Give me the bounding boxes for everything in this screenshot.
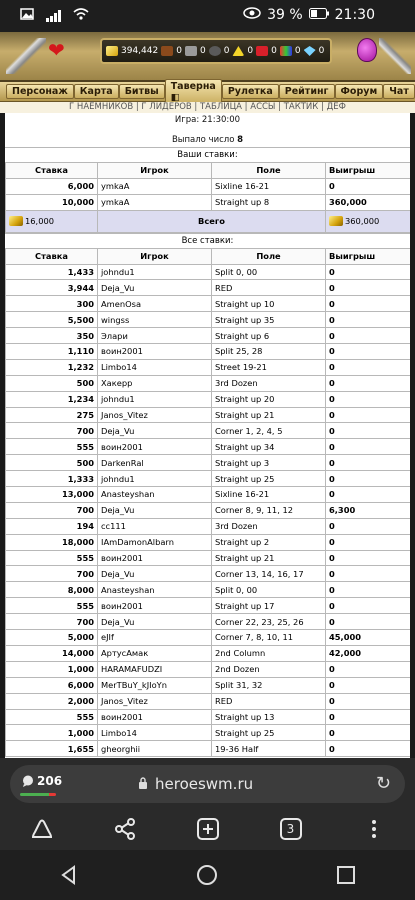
field-cell: Straight up 17: [212, 598, 326, 614]
player-cell[interactable]: MerTBuY_kJIoYn: [98, 677, 212, 693]
player-cell[interactable]: Anasteyshan: [98, 582, 212, 598]
stake-cell: 700: [6, 423, 98, 439]
win-cell: 0: [326, 487, 411, 503]
player-cell[interactable]: Deja_Vu: [98, 614, 212, 630]
player-cell[interactable]: johndu1: [98, 471, 212, 487]
table-row: [6, 375, 411, 391]
all-bets-table: [5, 248, 410, 758]
player-cell[interactable]: Limbo14: [98, 725, 212, 741]
menu-rating[interactable]: Рейтинг: [279, 84, 335, 99]
field-cell: 2nd Dozen: [212, 661, 326, 677]
wifi-icon: [73, 8, 89, 24]
new-tab-button[interactable]: [193, 814, 223, 844]
home-circle-icon[interactable]: [196, 864, 218, 886]
resource-sulfur: 0: [247, 46, 254, 56]
stake-cell: 10,000: [6, 194, 98, 210]
menu-tavern[interactable]: Таверна ◧: [165, 79, 222, 105]
player-cell[interactable]: johndu1: [98, 264, 212, 280]
win-cell: 0: [326, 264, 411, 280]
win-cell: 0: [326, 693, 411, 709]
field-cell: Straight up 13: [212, 709, 326, 725]
player-cell[interactable]: Limbo14: [98, 359, 212, 375]
win-cell: 360,000: [326, 194, 411, 210]
health-heart-icon[interactable]: ❤: [48, 38, 65, 62]
stake-cell: 700: [6, 614, 98, 630]
browser-address-bar: [0, 758, 415, 808]
gold-icon: [106, 46, 118, 56]
mana-potion-icon[interactable]: [357, 38, 377, 62]
drawn-number-line: [5, 133, 410, 147]
ore-icon: [185, 46, 197, 56]
stake-cell: 700: [6, 502, 98, 518]
field-cell: Sixline 16-21: [212, 178, 326, 194]
table-row: [6, 439, 411, 455]
status-bar: [0, 0, 415, 32]
total-row: [6, 210, 411, 232]
battery-icon: [309, 7, 329, 23]
my-bets-title: Ваши ставки:: [5, 147, 410, 162]
stake-cell: 5,000: [6, 630, 98, 646]
field-cell: Split 0, 00: [212, 264, 326, 280]
win-cell: 0: [326, 312, 411, 328]
table-row: [6, 661, 411, 677]
table-row: [6, 296, 411, 312]
gallery-notification-icon: [20, 8, 34, 24]
player-cell[interactable]: Anasteyshan: [98, 487, 212, 503]
player-cell[interactable]: воин2001: [98, 344, 212, 360]
player-cell[interactable]: воин2001: [98, 439, 212, 455]
win-cell: 0: [326, 550, 411, 566]
win-cell: 0: [326, 344, 411, 360]
field-cell: 2nd Column: [212, 645, 326, 661]
total-stake: 16,000: [25, 215, 55, 226]
table-row: [6, 518, 411, 534]
table-row: [6, 264, 411, 280]
field-cell: Split 31, 32: [212, 677, 326, 693]
stake-cell: 555: [6, 439, 98, 455]
table-row: [6, 328, 411, 344]
resource-mercury: 0: [223, 46, 230, 56]
header-stake: Ставка: [6, 163, 98, 179]
field-cell: Corner 7, 8, 10, 11: [212, 630, 326, 646]
drawn-number: 8: [237, 135, 244, 145]
win-cell: 0: [326, 359, 411, 375]
stake-cell: 1,333: [6, 471, 98, 487]
player-cell[interactable]: AmenOsa: [98, 296, 212, 312]
more-menu-button[interactable]: [359, 814, 389, 844]
main-menu: [0, 82, 415, 102]
mercury-icon: [209, 46, 221, 56]
header-player: Игрок: [98, 163, 212, 179]
stake-cell: 500: [6, 375, 98, 391]
win-cell: 0: [326, 677, 411, 693]
table-row: [6, 709, 411, 725]
player-cell[interactable]: воин2001: [98, 598, 212, 614]
drawn-number-label: Выпало число: [171, 135, 235, 145]
table-row: [6, 630, 411, 646]
player-cell[interactable]: ymkaA: [98, 194, 212, 210]
resource-crystal: 0: [271, 46, 277, 56]
stake-cell: 555: [6, 598, 98, 614]
url-text[interactable]: heroeswm.ru: [155, 775, 254, 793]
table-row: [6, 280, 411, 296]
sulfur-icon: [232, 46, 244, 56]
table-row: [6, 614, 411, 630]
player-cell[interactable]: IAmDamonAlbarn: [98, 534, 212, 550]
my-bets-table: [5, 162, 410, 233]
eye-comfort-icon: [243, 7, 261, 23]
field-cell: Straight up 2: [212, 534, 326, 550]
win-cell: 0: [326, 534, 411, 550]
stake-cell: 300: [6, 296, 98, 312]
field-cell: Straight up 3: [212, 455, 326, 471]
total-win: 360,000: [345, 215, 380, 226]
sword-ornament-icon: [6, 38, 46, 74]
field-cell: 3rd Dozen: [212, 375, 326, 391]
win-cell: 0: [326, 296, 411, 312]
field-cell: Straight up 20: [212, 391, 326, 407]
header-field: Поле: [212, 248, 326, 264]
table-row: [6, 534, 411, 550]
total-win-cell: [326, 210, 411, 232]
table-row: [6, 645, 411, 661]
win-cell: 0: [326, 439, 411, 455]
roulette-results: [5, 113, 410, 758]
gold-icon: [9, 216, 23, 226]
url-box[interactable]: [10, 765, 405, 803]
recents-icon[interactable]: [336, 865, 356, 885]
system-navigation: [0, 850, 415, 900]
resource-ore: 0: [199, 46, 206, 56]
field-cell: Sixline 16-21: [212, 487, 326, 503]
win-cell: 6,300: [326, 502, 411, 518]
stake-cell: 500: [6, 455, 98, 471]
stake-cell: 350: [6, 328, 98, 344]
plus-icon: [197, 818, 219, 840]
table-row: [6, 693, 411, 709]
win-cell: 42,000: [326, 645, 411, 661]
player-cell[interactable]: gheorghii: [98, 741, 212, 757]
table-row: [6, 455, 411, 471]
win-cell: 0: [326, 582, 411, 598]
gems-icon: [280, 46, 292, 56]
game-time: Игра: 21:30:00: [174, 115, 241, 125]
stake-cell: 1,234: [6, 391, 98, 407]
player-cell[interactable]: HARAMAFUDZI: [98, 661, 212, 677]
diamond-icon: [304, 46, 316, 56]
win-cell: 0: [326, 661, 411, 677]
player-cell[interactable]: DarkenRal: [98, 455, 212, 471]
resource-gold: 394,442: [121, 46, 159, 56]
chat-bubble-icon: [22, 775, 34, 787]
table-row: [6, 502, 411, 518]
player-cell[interactable]: cc111: [98, 518, 212, 534]
header-win: Выигрыш: [326, 163, 411, 179]
header-stake: Ставка: [6, 248, 98, 264]
player-cell[interactable]: воин2001: [98, 709, 212, 725]
win-cell: 45,000: [326, 630, 411, 646]
player-cell[interactable]: Janos_Vitez: [98, 407, 212, 423]
player-cell[interactable]: wingss: [98, 312, 212, 328]
stake-cell: 555: [6, 709, 98, 725]
stake-cell: 5,500: [6, 312, 98, 328]
field-cell: Straight up 8: [212, 194, 326, 210]
player-cell[interactable]: johndu1: [98, 391, 212, 407]
field-cell: Straight up 21: [212, 550, 326, 566]
win-cell: 0: [326, 328, 411, 344]
table-row: [6, 194, 411, 210]
win-cell: 0: [326, 741, 411, 757]
player-cell[interactable]: Deja_Vu: [98, 280, 212, 296]
field-cell: Straight up 35: [212, 312, 326, 328]
stake-cell: 13,000: [6, 487, 98, 503]
menu-character[interactable]: Персонаж: [6, 84, 74, 99]
menu-battles[interactable]: Битвы: [119, 84, 165, 99]
table-row: [6, 566, 411, 582]
resource-wood: 0: [176, 46, 182, 56]
win-cell: 0: [326, 375, 411, 391]
browser-toolbar: [0, 808, 415, 850]
browser-home-icon: [30, 818, 54, 840]
home-button[interactable]: [27, 814, 57, 844]
resource-diamonds: 0: [318, 46, 325, 56]
stake-cell: 1,433: [6, 264, 98, 280]
player-cell[interactable]: Хакерр: [98, 375, 212, 391]
stake-cell: 1,655: [6, 741, 98, 757]
guild-links[interactable]: Г НАЁМНИКОВ | Г ЛИДЕРОВ | ТАБЛИЦА | АССЫ | ТАКТИК | ДЕФ: [0, 102, 415, 113]
field-cell: Straight up 21: [212, 407, 326, 423]
win-cell: 0: [326, 518, 411, 534]
table-row: [6, 359, 411, 375]
field-cell: Straight up 25: [212, 471, 326, 487]
player-cell[interactable]: eJIf: [98, 630, 212, 646]
field-cell: Corner 1, 2, 4, 5: [212, 423, 326, 439]
clock: 21:30: [334, 7, 375, 23]
header-win: Выигрыш: [326, 248, 411, 264]
total-label: Всего: [98, 210, 326, 232]
resources-bar: [100, 38, 332, 64]
field-cell: Corner 8, 9, 11, 12: [212, 502, 326, 518]
table-row: [6, 178, 411, 194]
tabs-count: 3: [280, 818, 302, 840]
win-cell: 0: [326, 455, 411, 471]
win-cell: 0: [326, 423, 411, 439]
win-cell: 0: [326, 614, 411, 630]
field-cell: Street 19-21: [212, 359, 326, 375]
table-row: [6, 550, 411, 566]
lock-icon: [138, 777, 148, 789]
player-cell[interactable]: АртусАмак: [98, 645, 212, 661]
table-row: [6, 598, 411, 614]
stake-cell: 1,000: [6, 725, 98, 741]
share-icon: [114, 818, 136, 840]
menu-chat[interactable]: Чат: [383, 84, 415, 99]
total-stake-cell: [6, 210, 98, 232]
win-cell: 0: [326, 280, 411, 296]
field-cell: Split 25, 28: [212, 344, 326, 360]
player-cell[interactable]: Элари: [98, 328, 212, 344]
win-cell: 0: [326, 725, 411, 741]
crystal-icon: [256, 46, 268, 56]
back-icon[interactable]: [59, 865, 79, 885]
field-cell: Straight up 25: [212, 725, 326, 741]
gold-icon: [329, 216, 343, 226]
field-cell: Corner 22, 23, 25, 26: [212, 614, 326, 630]
player-cell[interactable]: Deja_Vu: [98, 566, 212, 582]
player-cell[interactable]: ymkaA: [98, 178, 212, 194]
stake-cell: 1,000: [6, 661, 98, 677]
comments-count: 206: [37, 774, 63, 788]
win-cell: 0: [326, 407, 411, 423]
win-cell: 0: [326, 566, 411, 582]
table-row: [6, 582, 411, 598]
win-cell: 0: [326, 709, 411, 725]
field-cell: 3rd Dozen: [212, 518, 326, 534]
field-cell: Split 0, 00: [212, 582, 326, 598]
stake-cell: 1,232: [6, 359, 98, 375]
tabs-button[interactable]: [276, 814, 306, 844]
stake-cell: 14,000: [6, 645, 98, 661]
field-cell: Straight up 6: [212, 328, 326, 344]
more-vertical-icon: [371, 819, 377, 839]
rating-bar: [20, 793, 56, 796]
player-cell[interactable]: воин2001: [98, 550, 212, 566]
menu-forum[interactable]: Форум: [335, 84, 384, 99]
all-bets-title: Все ставки:: [5, 233, 410, 248]
player-cell[interactable]: Deja_Vu: [98, 502, 212, 518]
field-cell: Corner 13, 14, 16, 17: [212, 566, 326, 582]
share-button[interactable]: [110, 814, 140, 844]
stake-cell: 275: [6, 407, 98, 423]
table-row: [6, 741, 411, 757]
stake-cell: 3,944: [6, 280, 98, 296]
table-row: [6, 487, 411, 503]
stake-cell: 8,000: [6, 582, 98, 598]
table-row: [6, 407, 411, 423]
field-cell: 19-36 Half: [212, 741, 326, 757]
player-cell[interactable]: Deja_Vu: [98, 423, 212, 439]
stake-cell: 2,000: [6, 693, 98, 709]
table-row: [6, 471, 411, 487]
table-row: [6, 391, 411, 407]
table-row: [6, 344, 411, 360]
table-row: [6, 677, 411, 693]
header-field: Поле: [212, 163, 326, 179]
sword-ornament-icon: [379, 38, 411, 74]
comments-counter[interactable]: [22, 774, 62, 788]
win-cell: 0: [326, 598, 411, 614]
stake-cell: 194: [6, 518, 98, 534]
stake-cell: 1,110: [6, 344, 98, 360]
win-cell: 0: [326, 178, 411, 194]
field-cell: Straight up 34: [212, 439, 326, 455]
field-cell: Straight up 10: [212, 296, 326, 312]
battery-percent: 39 %: [267, 7, 303, 23]
table-row: [6, 725, 411, 741]
menu-roulette[interactable]: Рулетка: [222, 84, 279, 99]
menu-map[interactable]: Карта: [74, 84, 119, 99]
field-cell: RED: [212, 280, 326, 296]
header-player: Игрок: [98, 248, 212, 264]
reload-icon[interactable]: ↻: [375, 773, 391, 794]
wood-icon: [161, 46, 173, 56]
stake-cell: 18,000: [6, 534, 98, 550]
player-cell[interactable]: Janos_Vitez: [98, 693, 212, 709]
win-cell: 0: [326, 471, 411, 487]
win-cell: 0: [326, 391, 411, 407]
stake-cell: 6,000: [6, 178, 98, 194]
stake-cell: 700: [6, 566, 98, 582]
signal-icon: [46, 10, 61, 22]
table-row: [6, 312, 411, 328]
stake-cell: 6,000: [6, 677, 98, 693]
resource-gems: 0: [294, 46, 301, 56]
game-header: [0, 32, 415, 82]
stake-cell: 555: [6, 550, 98, 566]
table-row: [6, 423, 411, 439]
field-cell: RED: [212, 693, 326, 709]
